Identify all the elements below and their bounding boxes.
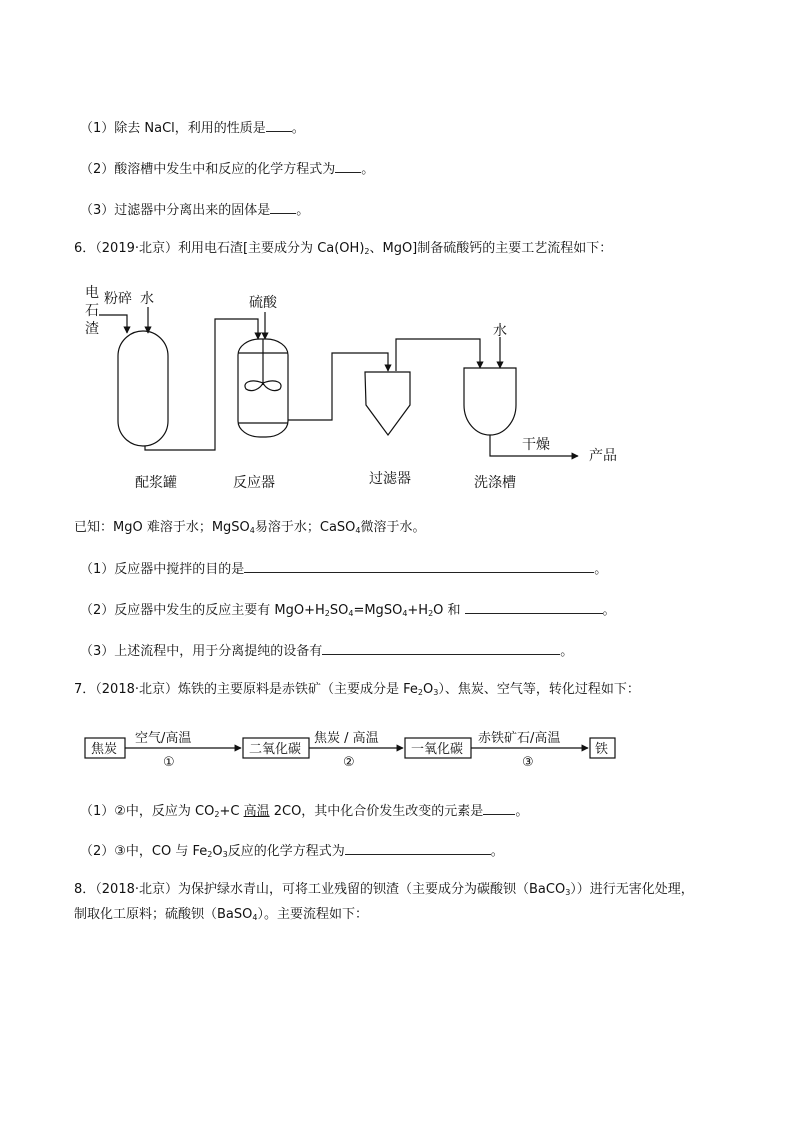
q6-item-2 [80, 599, 616, 623]
wash-tank-label: 洗涤槽 [474, 475, 516, 491]
answer-blank[interactable] [244, 558, 594, 573]
flow-cond-2: 焦炭 / 高温 [314, 731, 379, 746]
filter-shape [365, 372, 410, 435]
flow-num-3: ③ [522, 755, 534, 770]
q8-text-b: ））进行无害化处理， [570, 882, 694, 897]
subscript: 2 [207, 850, 213, 859]
slurry-tank-label: 配浆罐 [135, 475, 177, 491]
water-label-2: 水 [493, 323, 507, 339]
subscript: 2 [214, 810, 220, 819]
water-label-1: 水 [140, 291, 154, 307]
q6-item-1 [80, 558, 607, 579]
q5-item-1-suffix: 。 [291, 121, 305, 136]
answer-blank[interactable] [322, 640, 560, 655]
flow-num-1: ① [163, 755, 175, 770]
q6-known [74, 519, 426, 540]
q7-item-2-text-b: O [212, 844, 223, 859]
q6-item-2-text-d: +H [407, 603, 429, 618]
filter-label: 过滤器 [369, 471, 411, 487]
q7-item-1-text-b: +C [219, 804, 244, 819]
flow-iron-label: 铁 [595, 742, 609, 757]
subscript: 2 [364, 247, 370, 256]
q6-intro-text-2: 、MgO]制备硫酸钙的主要工艺流程如下： [369, 241, 613, 256]
reaction-condition: 高温 [243, 804, 270, 819]
answer-blank[interactable] [483, 800, 515, 815]
q6-item-3-suffix: 。 [560, 644, 574, 659]
reactor-label: 反应器 [233, 475, 275, 491]
q7-flow-diagram [0, 720, 793, 780]
subscript: 4 [355, 526, 361, 535]
q5-item-1-text: （1）除去 NaCl，利用的性质是 [80, 121, 266, 136]
q7-item-2 [80, 840, 504, 864]
q6-intro [74, 240, 612, 261]
slurry-tank-shape [118, 331, 168, 446]
q6-item-2-text: （2）反应器中发生的反应主要有 MgO+H [80, 603, 325, 618]
raw-material-label-1: 电 [85, 285, 99, 301]
q5-item-2 [80, 158, 374, 179]
q8-intro-line-2 [74, 906, 368, 927]
q7-item-2-text: （2）③中，CO 与 Fe [80, 844, 208, 859]
flow-co2-label: 二氧化碳 [249, 742, 302, 757]
q6-item-2-text-e: O 和 [433, 603, 461, 618]
q7-intro [74, 681, 640, 702]
q6-item-2-text-b: SO [329, 603, 349, 618]
q7-intro-text: 7．（2018·北京）炼铁的主要原料是赤铁矿（主要成分是 Fe [74, 682, 418, 697]
q6-item-2-suffix: 。 [602, 603, 616, 618]
answer-blank[interactable] [465, 599, 603, 614]
q6-intro-text: 6．（2019·北京）利用电石渣[主要成分为 Ca(OH) [74, 241, 365, 256]
q7-item-1 [80, 800, 528, 824]
crush-label: 粉碎 [104, 291, 132, 307]
q5-item-3-suffix: 。 [296, 203, 310, 218]
subscript: 4 [348, 609, 354, 618]
subscript: 4 [252, 913, 258, 922]
raw-material-label-2: 石 [85, 303, 99, 319]
flow-coke-label: 焦炭 [91, 742, 118, 757]
q6-item-2-text-c: =MgSO [353, 603, 403, 618]
product-label: 产品 [589, 448, 617, 464]
q6-known-text-3: 微溶于水。 [360, 520, 426, 535]
wash-tank-shape [464, 368, 516, 435]
q5-item-2-text: （2）酸溶槽中发生中和反应的化学方程式为 [80, 162, 336, 177]
raw-material-label-3: 渣 [85, 321, 99, 337]
flow-cond-1: 空气/高温 [135, 731, 192, 746]
q8-text: 8．（2018·北京）为保护绿水青山，可将工业残留的钡渣（主要成分为碳酸钡（BaCO [74, 882, 566, 897]
q6-known-text: 已知：MgO 难溶于水；MgSO [74, 520, 250, 535]
subscript: 2 [417, 688, 423, 697]
q7-intro-text-b: O [422, 682, 434, 697]
flow-cond-3: 赤铁矿石/高温 [478, 731, 561, 746]
q7-item-2-suffix: 。 [490, 844, 504, 859]
subscript: 3 [565, 888, 571, 897]
answer-blank[interactable] [345, 840, 491, 855]
q7-item-1-text: （1）②中，反应为 CO [80, 804, 215, 819]
subscript: 4 [402, 609, 408, 618]
subscript: 2 [324, 609, 330, 618]
acid-label: 硫酸 [249, 295, 277, 311]
q5-item-1 [80, 117, 305, 138]
q6-item-3 [80, 640, 573, 661]
q7-item-1-suffix: 。 [515, 804, 529, 819]
q6-known-text-2: 易溶于水；CaSO [254, 520, 356, 535]
q6-item-1-suffix: 。 [594, 562, 608, 577]
flow-co-label: 一氧化碳 [411, 742, 464, 757]
q6-item-3-text: （3）上述流程中，用于分离提纯的设备有 [80, 644, 323, 659]
q5-item-2-suffix: 。 [361, 162, 375, 177]
q7-item-2-text-c: 反应的化学方程式为 [227, 844, 345, 859]
subscript: 3 [433, 688, 439, 697]
q6-process-diagram [0, 275, 793, 505]
q5-item-3 [80, 199, 309, 220]
q7-intro-text-c: ）、焦炭、空气等，转化过程如下： [438, 682, 640, 697]
subscript: 4 [249, 526, 255, 535]
q5-item-3-text: （3）过滤器中分离出来的固体是 [80, 203, 271, 218]
flow-num-2: ② [343, 755, 355, 770]
q8-text-d: ）。主要流程如下： [257, 907, 368, 922]
answer-blank[interactable] [270, 199, 296, 214]
q8-text-c: 制取化工原料；硫酸钡（BaSO [74, 907, 253, 922]
answer-blank[interactable] [335, 158, 361, 173]
q7-item-1-text-c: 2CO，其中化合价发生改变的元素是 [269, 804, 484, 819]
q8-intro-line-1 [74, 881, 694, 902]
dry-label: 干燥 [522, 437, 550, 453]
subscript: 2 [428, 609, 434, 618]
answer-blank[interactable] [266, 117, 292, 132]
subscript: 3 [222, 850, 228, 859]
q6-item-1-text: （1）反应器中搅拌的目的是 [80, 562, 245, 577]
